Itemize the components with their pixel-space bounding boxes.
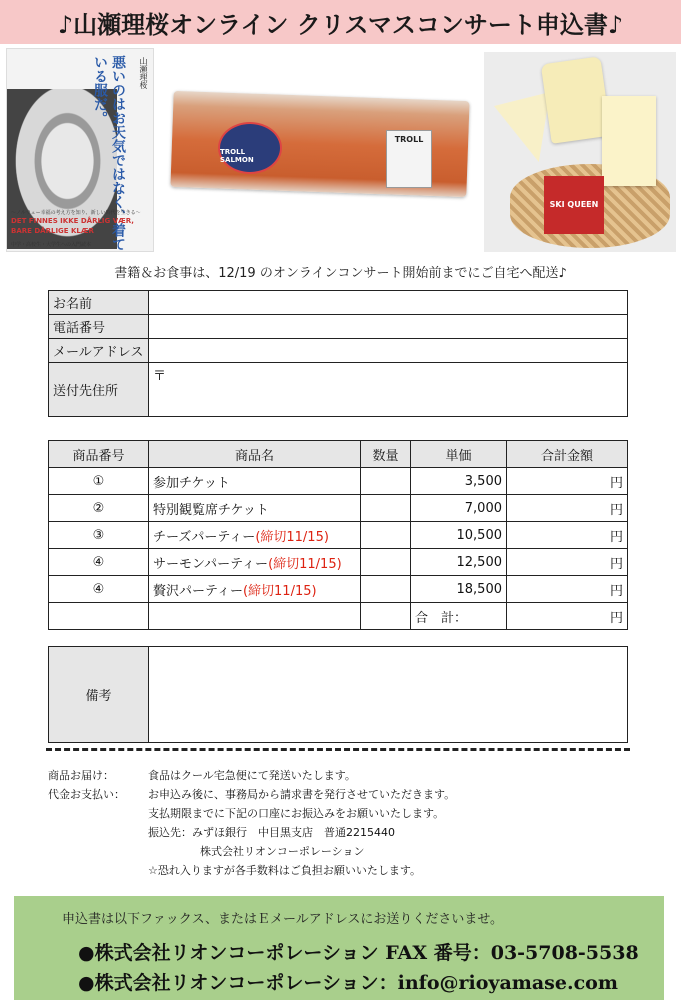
item-price: 3,500 [411, 468, 507, 495]
salmon-logo: TROLL SALMON [218, 122, 282, 174]
item-total-field[interactable]: 円 [507, 549, 628, 576]
header-total: 合計金額 [507, 441, 628, 468]
item-name [149, 495, 361, 522]
header-quantity: 数量 [361, 441, 411, 468]
item-number: ④ [49, 576, 149, 603]
item-number: ③ [49, 522, 149, 549]
sum-spacer [361, 603, 411, 630]
item-price: 10,500 [411, 522, 507, 549]
book-title: 悪いのはお天気ではなく、着ている服だ。 [92, 55, 126, 251]
name-field[interactable] [149, 291, 628, 315]
divider [46, 748, 630, 751]
ski-queen-cheese: SKI QUEEN [544, 176, 604, 234]
delivery-notice: 書籍＆お食事は、12/19 のオンラインコンサート開始前までにご自宅へ配送♪ [114, 266, 567, 281]
email-label: メールアドレス [49, 339, 149, 363]
footer-fax: ●株式会社リオンコーポレーション FAX 番号：03-5708-5538 [78, 942, 639, 964]
order-table-header [49, 441, 628, 468]
quantity-field[interactable] [361, 495, 411, 522]
table-row [49, 468, 628, 495]
payment-line-4: 株式会社リオンコーポレーション [200, 845, 365, 858]
sum-total-field[interactable]: 円 [507, 603, 628, 630]
table-row [49, 576, 628, 603]
item-name-text: サーモンパーティー [153, 556, 269, 572]
item-price: 18,500 [411, 576, 507, 603]
item-total-field[interactable]: 円 [507, 495, 628, 522]
delivery-value: 食品はクール宅急便にて発送いたします。 [148, 769, 356, 782]
footer-email: ●株式会社リオンコーポレーション：info@rioyamase.com [78, 972, 618, 994]
payment-line-1: お申込み後に、事務局から請求書を発行させていただきます。 [148, 788, 456, 801]
header-unit-price: 単価 [411, 441, 507, 468]
cheese-product-image [484, 52, 676, 252]
item-name [149, 522, 361, 549]
item-number: ④ [49, 549, 149, 576]
item-name-text: 贅沢パーティー [153, 583, 243, 599]
page-title: ♪山瀬理桜オンライン クリスマスコンサート申込書♪ [0, 0, 681, 44]
book-author: 山瀬理桜 [139, 57, 148, 89]
header-item-name: 商品名 [149, 441, 361, 468]
item-deadline: (締切11/15) [268, 556, 342, 572]
phone-label: 電話番号 [49, 315, 149, 339]
postal-mark: 〒 [153, 369, 167, 384]
item-name-text: 特別観覧席チケット [153, 502, 269, 518]
order-table [48, 440, 628, 630]
item-name [149, 576, 361, 603]
salmon-product-image [160, 60, 476, 220]
address-field[interactable] [149, 363, 628, 417]
item-name [149, 468, 361, 495]
table-row [49, 495, 628, 522]
table-row [49, 522, 628, 549]
item-name-text: チーズパーティー [153, 529, 256, 545]
name-label: お名前 [49, 291, 149, 315]
quantity-field[interactable] [361, 576, 411, 603]
item-number: ② [49, 495, 149, 522]
book-footer: 中学・高校生・大学生への入門読本 [11, 242, 92, 248]
item-total-field[interactable]: 円 [507, 468, 628, 495]
table-row [49, 549, 628, 576]
cheese-block [602, 96, 656, 186]
header-item-number: 商品番号 [49, 441, 149, 468]
item-number: ① [49, 468, 149, 495]
book-norwegian-line-2: BARE DÅRLIGE KLÆR [11, 227, 94, 235]
salmon-label: TROLL [386, 130, 432, 188]
book-norwegian-line-1: DET FINNES IKKE DÅRLIG VÆR, [11, 217, 134, 225]
address-label: 送付先住所 [49, 363, 149, 417]
sum-row [49, 603, 628, 630]
item-deadline: (締切11/15) [242, 583, 317, 599]
book-subtitle: ～ノルウェー幸福の考え方を知り、新しい時代を生きる～ [11, 210, 141, 216]
quantity-field[interactable] [361, 549, 411, 576]
item-total-field[interactable]: 円 [507, 576, 628, 603]
item-name [149, 549, 361, 576]
cheese-wedge [494, 92, 550, 162]
remarks-field[interactable] [149, 647, 628, 743]
payment-line-2: 支払期限までに下記の口座にお振込みをお願いいたします。 [148, 807, 445, 820]
book-cover-image [6, 48, 154, 252]
email-field[interactable] [149, 339, 628, 363]
sum-spacer [49, 603, 149, 630]
item-price: 12,500 [411, 549, 507, 576]
delivery-key: 商品お届け： [48, 769, 114, 782]
contact-footer [14, 896, 664, 1000]
cheese-block [541, 56, 612, 144]
payment-key: 代金お支払い： [48, 788, 125, 801]
footer-instruction: 申込書は以下ファックス、またはＥメールアドレスにお送りくださいませ。 [62, 912, 503, 927]
item-deadline: (締切11/15) [255, 529, 329, 545]
quantity-field[interactable] [361, 522, 411, 549]
phone-field[interactable] [149, 315, 628, 339]
sum-label: 合 計： [411, 603, 507, 630]
item-name-text: 参加チケット [153, 475, 230, 491]
remarks-box [48, 646, 628, 743]
terms-section [48, 766, 455, 880]
remarks-label: 備考 [49, 647, 149, 743]
contact-form [48, 290, 628, 417]
item-price: 7,000 [411, 495, 507, 522]
payment-line-5: ☆恐れ入りますが各手数料はご負担お願いいたします。 [148, 864, 421, 877]
payment-line-3: 振込先：みずほ銀行 中目黒支店 普通2215440 [148, 826, 395, 839]
sum-spacer [149, 603, 361, 630]
quantity-field[interactable] [361, 468, 411, 495]
item-total-field[interactable]: 円 [507, 522, 628, 549]
